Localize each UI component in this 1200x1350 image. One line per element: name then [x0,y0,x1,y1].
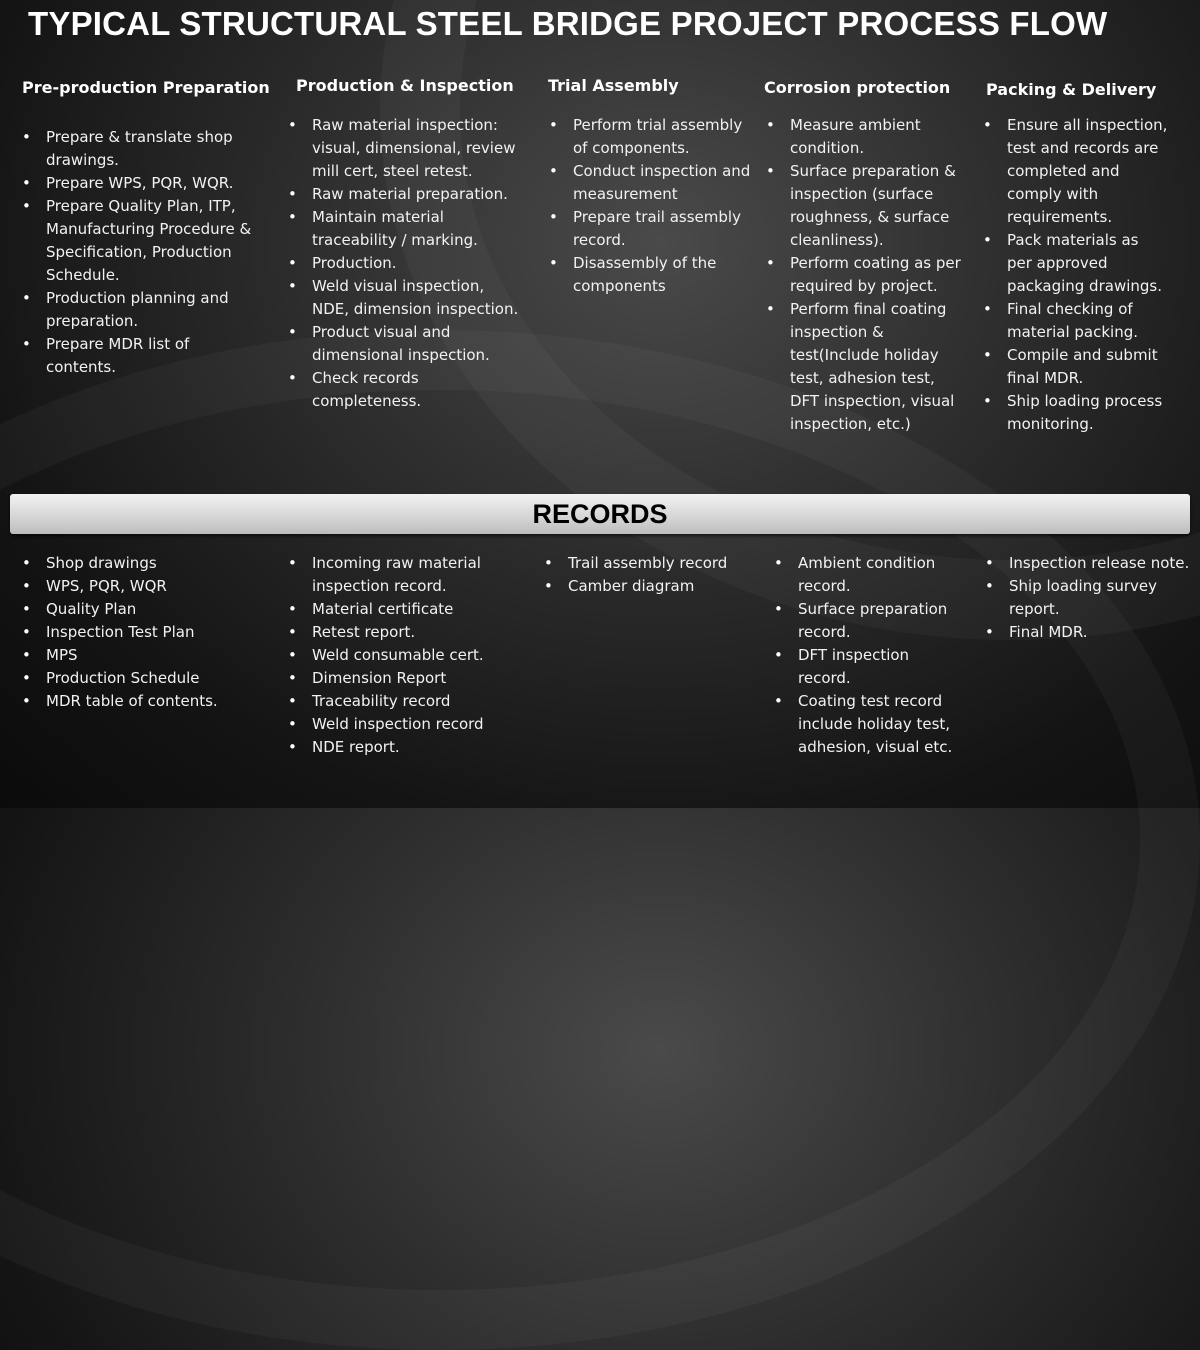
list-item: • Prepare MDR list of contents. [22,333,260,379]
records-label: RECORDS [532,499,668,529]
list-item: • Measure ambient condition. [766,114,962,160]
list-item: • Prepare trail assembly record. [549,206,754,252]
list-item: • Incoming raw material inspection record. [288,552,500,598]
list-item: • Conduct inspection and measurement [549,160,754,206]
list-item: • MDR table of contents. [22,690,262,713]
list-item: • Material certificate [288,598,500,621]
list-item: • Production. [288,252,520,275]
list-item: • Check records completeness. [288,367,520,413]
list-item: • Retest report. [288,621,500,644]
list-item: • Maintain material traceability / marking. [288,206,520,252]
list-item: • Shop drawings [22,552,262,575]
process-list [22,126,260,379]
list-item: • Weld inspection record [288,713,500,736]
list-item: • Ensure all inspection, test and records are completed and comply with requirements. [983,114,1168,229]
column-heading: Trial Assembly [548,76,679,95]
list-item: • Raw material preparation. [288,183,520,206]
list-item: • Disassembly of the components [549,252,754,298]
list-item: • Perform trial assembly of components. [549,114,754,160]
list-item: • Compile and submit final MDR. [983,344,1168,390]
list-item: • Pack materials as per approved packaging drawings. [983,229,1168,298]
list-item: • NDE report. [288,736,500,759]
records-banner [10,494,1190,534]
list-item: • Dimension Report [288,667,500,690]
list-item: • Weld consumable cert. [288,644,500,667]
records-list-trial-assembly [544,552,754,598]
list-item: • WPS, PQR, WQR [22,575,262,598]
list-item: • Prepare Quality Plan, ITP, Manufacturing Procedure & Specification, Production Schedule. [22,195,260,287]
list-item: • Weld visual inspection, NDE, dimension inspection. [288,275,520,321]
process-list [766,114,962,436]
list-item: • MPS [22,644,262,667]
column-heading: Pre-production Preparation [22,78,270,97]
process-list [288,114,520,413]
list-item: • Inspection release note. [985,552,1197,575]
column-heading: Corrosion protection [764,78,951,97]
list-item: • Ambient condition record. [774,552,964,598]
column-heading: Production & Inspection [296,76,514,95]
process-list [983,114,1168,436]
list-item: • Perform coating as per required by project. [766,252,962,298]
background-swirl [0,330,1200,1350]
list-item: • Product visual and dimensional inspection. [288,321,520,367]
records-list-production [288,552,500,759]
list-item: • Raw material inspection: visual, dimensional, review mill cert, steel retest. [288,114,520,183]
list-item: • Camber diagram [544,575,754,598]
page-title: TYPICAL STRUCTURAL STEEL BRIDGE PROJECT PROCESS FLOW [28,5,1108,42]
column-heading: Packing & Delivery [986,80,1157,99]
list-item: • Final MDR. [985,621,1197,644]
process-list [549,114,754,298]
records-list-packing [985,552,1197,644]
list-item: • Ship loading survey report. [985,575,1197,621]
list-item: • Prepare & translate shop drawings. [22,126,260,172]
records-list-pre-production [22,552,262,713]
list-item: • Production Schedule [22,667,262,690]
records-list-corrosion [774,552,964,759]
list-item: • Perform final coating inspection & test(Include holiday test, adhesion test, DFT inspection, visual inspection, etc.) [766,298,962,436]
list-item: • Surface preparation record. [774,598,964,644]
list-item: • Quality Plan [22,598,262,621]
list-item: • Prepare WPS, PQR, WQR. [22,172,260,195]
list-item: • Final checking of material packing. [983,298,1168,344]
list-item: • Trail assembly record [544,552,754,575]
list-item: • Coating test record include holiday test, adhesion, visual etc. [774,690,964,759]
list-item: • Ship loading process monitoring. [983,390,1168,436]
list-item: • Surface preparation & inspection (surface roughness, & surface cleanliness). [766,160,962,252]
list-item: • Production planning and preparation. [22,287,260,333]
list-item: • Traceability record [288,690,500,713]
list-item: • DFT inspection record. [774,644,964,690]
list-item: • Inspection Test Plan [22,621,262,644]
